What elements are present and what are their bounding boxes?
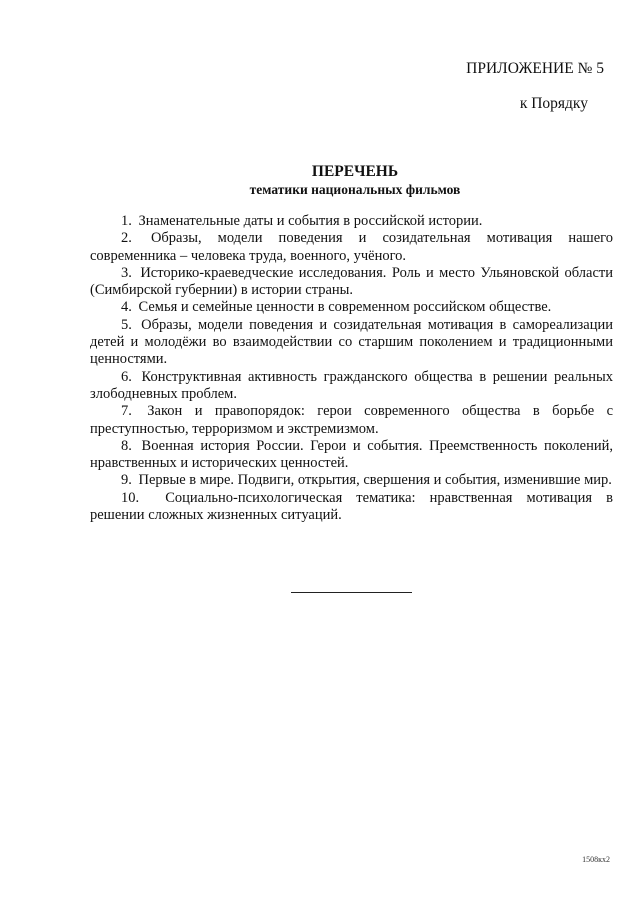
item-text: Конструктивная активность гражданского общества в решении реальных злободневных проблем.: [90, 368, 613, 402]
item-text: Социально-психологическая тематика: нравственная мотивация в решении сложных жизненных ситуаций.: [90, 489, 614, 524]
document-title: ПЕРЕЧЕНЬ: [311, 163, 399, 180]
item-number: 4.: [121, 299, 132, 316]
item-text: Образы, модели поведения и созидательная мотивация в самореализации детей и молодёжи во взаимодействии со старшим поколением и традиционными ценностями.: [90, 316, 613, 368]
list-item: [90, 490, 613, 525]
list-item: [90, 265, 613, 300]
document-subtitle: тематики национальных фильмов: [249, 182, 461, 197]
list-item: [90, 230, 613, 265]
list-item: [90, 369, 613, 404]
item-number: 9.: [121, 472, 132, 489]
item-text: Семья и семейные ценности в современном российском обществе.: [138, 299, 552, 316]
item-text: Первые в мире. Подвиги, открытия, свершения и события, изменившие мир.: [138, 472, 612, 489]
item-text: Историко-краеведческие исследования. Роль и место Ульяновской области (Симбирской губернии) в истории страны.: [90, 264, 613, 299]
list-item: [90, 472, 613, 489]
list-item: [90, 403, 613, 438]
list-item: [90, 317, 613, 369]
list-item: [90, 438, 613, 473]
item-text: Образы, модели поведения и созидательная мотивация нашего современника – человека труда, военного, учёного.: [90, 230, 613, 264]
item-number: 2.: [121, 230, 132, 247]
list-item: [90, 213, 613, 230]
item-number: 8.: [121, 437, 132, 454]
order-reference: к Порядку: [519, 95, 588, 112]
item-number: 1.: [121, 213, 132, 229]
item-text: Военная история России. Герои и события. Преемственность поколений, нравственных и исторических ценностей.: [90, 437, 613, 472]
item-text: Закон и правопорядок: герои современного общества в борьбе с преступностью, терроризмом и экстремизмом.: [90, 403, 614, 437]
item-number: 6.: [121, 368, 132, 385]
document-code: 1508кх2: [582, 855, 610, 864]
item-text: Знаменательные даты и события в российской истории.: [138, 213, 483, 229]
list-item: [90, 299, 613, 316]
item-number: 3.: [121, 264, 132, 281]
topics-list: [90, 213, 613, 524]
appendix-label: ПРИЛОЖЕНИЕ № 5: [466, 60, 604, 77]
item-number: 5.: [121, 316, 132, 333]
item-number: 7.: [121, 403, 132, 420]
closing-divider: [291, 592, 412, 593]
item-number: 10.: [121, 489, 140, 506]
